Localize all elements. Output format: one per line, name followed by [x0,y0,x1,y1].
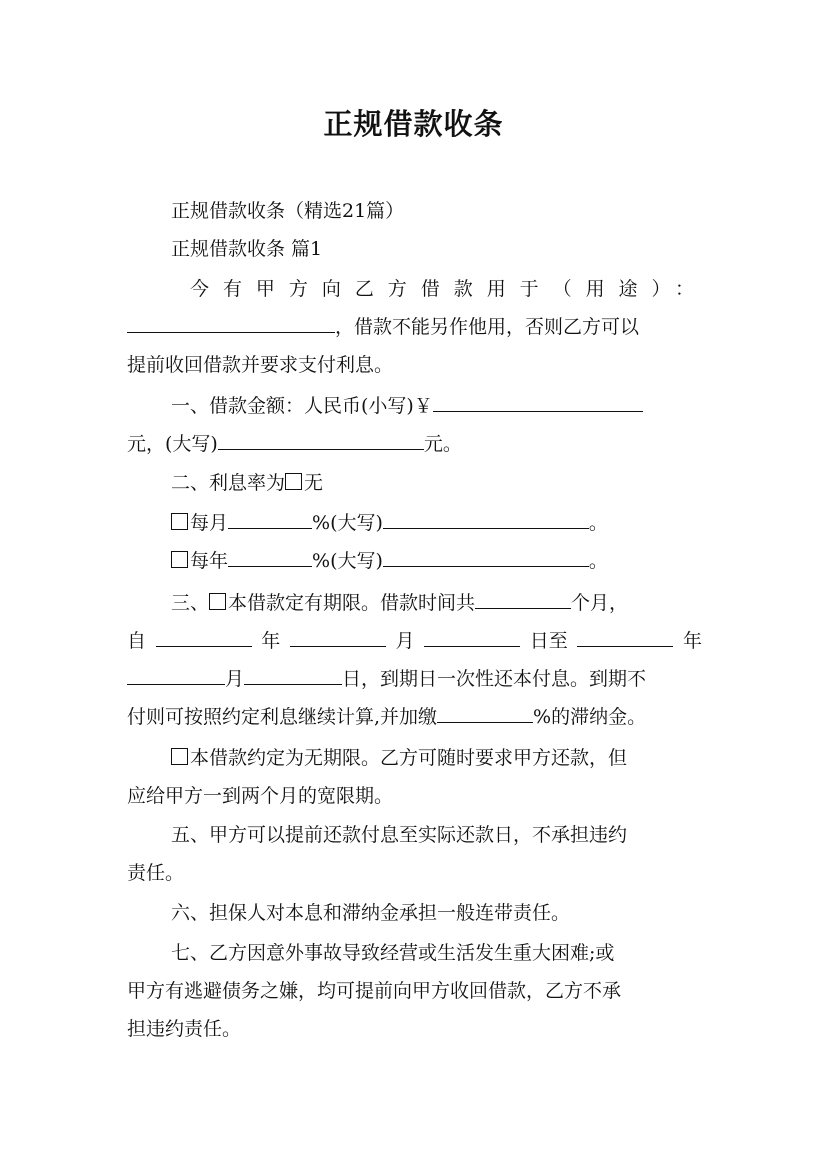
subtitle: 正规借款收条（精选21篇） [171,200,405,222]
blank-field [218,431,424,450]
paragraph-line [127,628,702,654]
paragraph-text: 元。 [423,433,462,455]
paragraph-line: 甲方有逃避债务之嫌，均可提前向甲方收回借款，乙方不承 [127,980,622,1002]
blank-field [383,510,589,529]
checkbox[interactable] [209,593,226,610]
paragraph-line: 今有甲方向乙方借款用于（用途）： [190,278,702,300]
paragraph-line: 提前收回借款并要求支付利息。 [127,354,394,376]
paragraph-line: 七、乙方因意外事故导致经营或生活发生重大困难;或 [171,942,615,964]
paragraph-line [171,590,702,616]
paragraph-text: 每年 [190,550,229,572]
paragraph-text: 年 [261,630,281,652]
paragraph-text: 无 [304,472,324,494]
paragraph-text: 本借款定有期限。借款时间共 [228,592,476,614]
paragraph-text: 日至 [529,630,568,652]
blank-field [290,628,386,647]
paragraph-line [171,470,702,496]
checkbox[interactable] [171,551,188,568]
checkbox[interactable] [171,748,188,765]
paragraph-line [127,314,702,340]
paragraph-text: 日，到期日一次性还本付息。到期不 [342,668,647,690]
paragraph-text: 每月 [190,512,229,534]
paragraph-line: 担违约责任。 [127,1018,242,1040]
blank-field [437,704,533,723]
paragraph-line [127,666,702,692]
paragraph-text: 本借款约定为无期限。乙方可随时要求甲方还款，但 [190,747,628,769]
blank-field [127,314,335,333]
blank-field [127,666,225,685]
blank-field [228,510,312,529]
paragraph-line [127,704,702,730]
paragraph-line [171,393,702,419]
paragraph-text: 元，(大写) [127,433,218,455]
paragraph-text: %(大写) [312,512,383,534]
paragraph-text: 年 [682,630,702,652]
blank-field [424,628,520,647]
paragraph-line: 六、担保人对本息和滞纳金承担一般连带责任。 [171,902,571,924]
checkbox[interactable] [285,473,302,490]
document-title: 正规借款收条 [323,107,504,141]
paragraph-line: 责任。 [127,862,185,884]
paragraph-text: 月 [395,630,415,652]
paragraph-line [171,745,702,771]
blank-field [577,628,673,647]
blank-field [383,548,589,567]
paragraph-text: 付则可按照约定利息继续计算,并加缴 [127,706,438,728]
paragraph-text: 。 [588,512,608,534]
section-heading: 正规借款收条 篇1 [171,238,323,260]
paragraph-text: 月 [225,668,245,690]
paragraph-text: 二、利息率为 [171,472,286,494]
blank-field [228,548,312,567]
paragraph-line [127,431,702,457]
blank-field [244,666,342,685]
paragraph-text: %的滞纳金。 [533,706,647,728]
paragraph-text: 个月， [571,592,629,614]
paragraph-text: 自 [127,630,147,652]
paragraph-line: 五、甲方可以提前还款付息至实际还款日，不承担违约 [171,824,628,846]
paragraph-text: ，借款不能另作他用，否则乙方可以 [335,316,640,338]
paragraph-text: 。 [588,550,608,572]
blank-field [156,628,252,647]
paragraph-text: %(大写) [312,550,383,572]
paragraph-line [171,548,702,574]
paragraph-line [171,510,702,536]
paragraph-text: 一、借款金额：人民币(小写)￥ [171,395,433,417]
checkbox[interactable] [171,513,188,530]
blank-field [433,393,643,412]
paragraph-text: 三、 [171,592,210,614]
paragraph-line: 应给甲方一到两个月的宽限期。 [127,785,394,807]
blank-field [475,590,571,609]
